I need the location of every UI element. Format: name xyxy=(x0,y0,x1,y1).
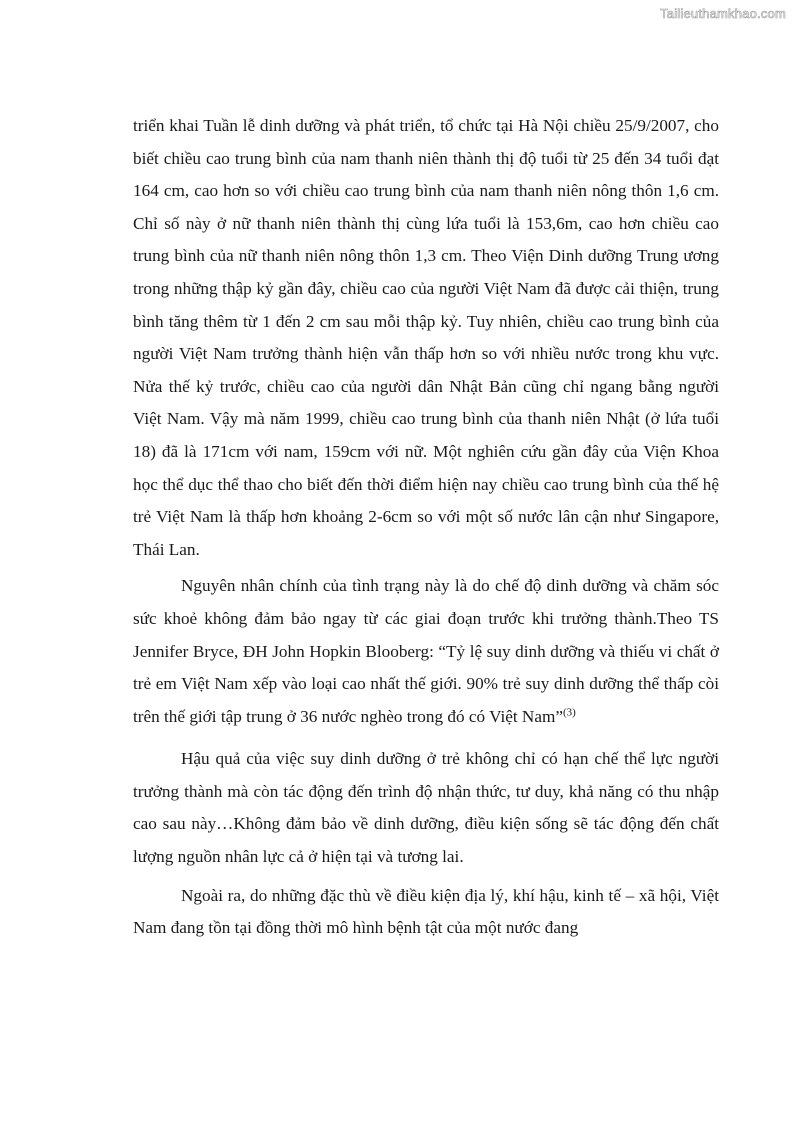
watermark: Tailieuthamkhao.com xyxy=(660,6,786,21)
paragraph-text: Nguyên nhân chính của tình trạng này là do chế độ dinh dưỡng và chăm sóc sức khoẻ không đảm bảo ngay từ các giai đoạn trước khi trưởng thành.Theo TS Jennifer Bryce, ĐH John Hopkin Blooberg: “Tỷ lệ suy dinh dưỡng và thiếu vi chất ở trẻ em Việt Nam xếp vào loại cao nhất thế giới. 90% trẻ suy dinh dưỡng thể thấp còi trên thế giới tập trung ở 36 nước nghèo trong đó có Việt Nam” xyxy=(133,576,719,726)
paragraph-additional-factors xyxy=(133,880,719,945)
document-body xyxy=(133,110,719,945)
paragraph-height-comparison xyxy=(133,110,719,566)
footnote-reference[interactable]: (3) xyxy=(562,705,576,718)
paragraph-consequences xyxy=(133,743,719,873)
paragraph-text: triển khai Tuần lễ dinh dưỡng và phát triển, tổ chức tại Hà Nội chiều 25/9/2007, cho biết chiều cao trung bình của nam thanh niên thành thị độ tuổi từ 25 đến 34 tuổi đạt 164 cm, cao hơn so với chiều cao trung bình của nam thanh niên nông thôn 1,6 cm. Chỉ số này ở nữ thanh niên thành thị cùng lứa tuổi là 153,6m, cao hơn chiều cao trung bình của nữ thanh niên nông thôn 1,3 cm. Theo Viện Dinh dưỡng Trung ương trong những thập kỷ gần đây, chiều cao của người Việt Nam đã được cải thiện, trung bình tăng thêm từ 1 đến 2 cm sau mỗi thập kỷ. Tuy nhiên, chiều cao trung bình của người Việt Nam trưởng thành hiện vẫn thấp hơn so với nhiều nước trong khu vực. Nửa thế kỷ trước, chiều cao của người dân Nhật Bản cũng chỉ ngang bằng người Việt Nam. Vậy mà năm 1999, chiều cao trung bình của thanh niên Nhật (ở lứa tuổi 18) đã là 171cm với nam, 159cm với nữ. Một nghiên cứu gần đây của Viện Khoa học thể dục thể thao cho biết đến thời điểm hiện nay chiều cao trung bình của thế hệ trẻ Việt Nam là thấp hơn khoảng 2-6cm so với một số nước lân cận như Singapore, Thái Lan. xyxy=(133,116,719,559)
paragraph-main-cause xyxy=(133,570,719,733)
paragraph-text: Ngoài ra, do những đặc thù về điều kiện địa lý, khí hậu, kinh tế – xã hội, Việt Nam đang tồn tại đồng thời mô hình bệnh tật của một nước đang xyxy=(133,885,719,938)
paragraph-text: Hậu quả của việc suy dinh dưỡng ở trẻ không chỉ có hạn chế thể lực người trưởng thành mà còn tác động đến trình độ nhận thức, tư duy, khả năng có thu nhập cao sau này…Không đảm bảo về dinh dưỡng, điều kiện sống sẽ tác động đến chất lượng nguồn nhân lực cả ở hiện tại và tương lai. xyxy=(133,749,719,867)
